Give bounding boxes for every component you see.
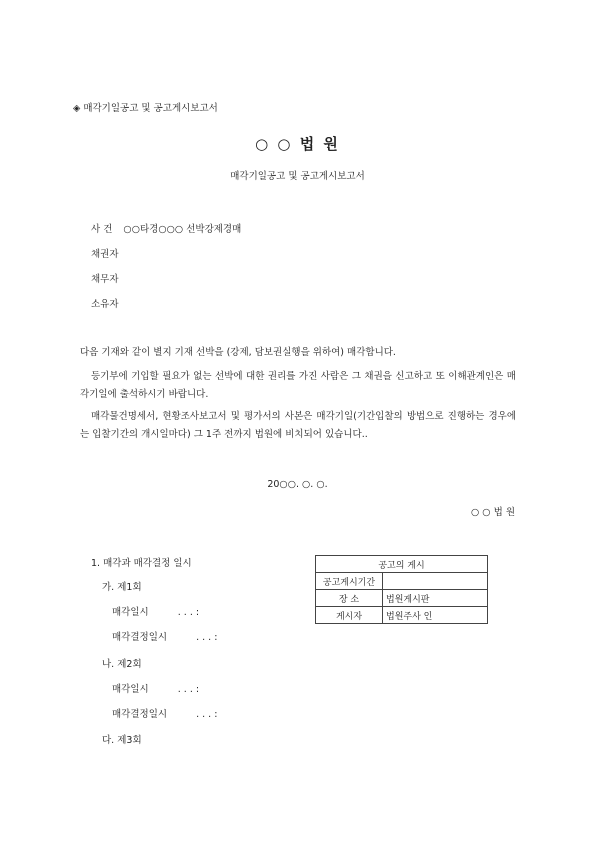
debtor-label: 채무자 (91, 274, 119, 285)
decision-datetime-label: 매각결정일시 (112, 632, 168, 643)
notice-table-header: 공고의 게시 (316, 556, 488, 573)
poster-value: 법원주사 인 (383, 607, 488, 624)
round-2-sale-row (112, 681, 199, 695)
owner-label: 소유자 (91, 299, 119, 310)
round-2-decision-row (112, 706, 217, 720)
notice-table-row (316, 590, 488, 607)
notice-table-header-row (316, 556, 488, 573)
decision-datetime-blank: . . . : (196, 632, 218, 643)
document-subtitle: 매각기일공고 및 공고게시보고서 (230, 171, 365, 182)
decision-datetime-blank: . . . : (196, 709, 218, 720)
court-title: ○ ○ 법 원 (255, 135, 340, 153)
round-1-sale-row (112, 604, 199, 618)
schedule-heading: 1. 매각과 매각결정 일시 (91, 558, 192, 569)
round-2-label: 나. 제2회 (102, 659, 142, 670)
sale-datetime-blank: . . . : (177, 684, 200, 695)
place-value: 법원게시판 (383, 590, 488, 607)
paragraph-rights-notice: 등기부에 기입할 필요가 없는 선박에 대한 권리를 가진 사람은 그 채권을 신고하고 또 이해관계인은 매각기일에 출석하시기 바랍니다. (80, 371, 516, 400)
round-1-decision-row (112, 629, 217, 643)
case-row (91, 221, 241, 235)
poster-label: 게시자 (316, 607, 383, 624)
sale-datetime-label: 매각일시 (112, 684, 149, 695)
round-3-label: 다. 제3회 (102, 735, 142, 746)
posting-period-value (383, 573, 488, 590)
document-tag: ◈ 매각기일공고 및 공고게시보고서 (73, 103, 218, 114)
sale-datetime-label: 매각일시 (112, 607, 149, 618)
notice-table-row (316, 573, 488, 590)
paragraph-sale-notice: 다음 기재와 같이 별지 기재 선박을 (강제, 담보권실행을 위하여) 매각합니다. (80, 347, 396, 358)
case-label: 사 건 (91, 224, 113, 235)
posting-period-label: 공고게시기간 (316, 573, 383, 590)
document-date: 20○○. ○. ○. (267, 479, 328, 490)
round-1-label: 가. 제1회 (102, 582, 142, 593)
notice-table-row (316, 607, 488, 624)
court-signature: ○ ○ 법 원 (471, 507, 515, 518)
notice-posting-table (315, 555, 488, 624)
place-label: 장 소 (316, 590, 383, 607)
creditor-label: 채권자 (91, 249, 119, 260)
decision-datetime-label: 매각결정일시 (112, 709, 168, 720)
paragraph-documents-notice: 매각물건명세서, 현황조사보고서 및 평가서의 사본은 매각기일(기간입찰의 방법으로 진행하는 경우에는 입찰기간의 개시일마다) 그 1주 전까지 법원에 비치되어 있습니다.. (80, 411, 516, 440)
case-value: ○○타경○○○ 선박강제경매 (123, 224, 242, 235)
sale-datetime-blank: . . . : (177, 607, 200, 618)
